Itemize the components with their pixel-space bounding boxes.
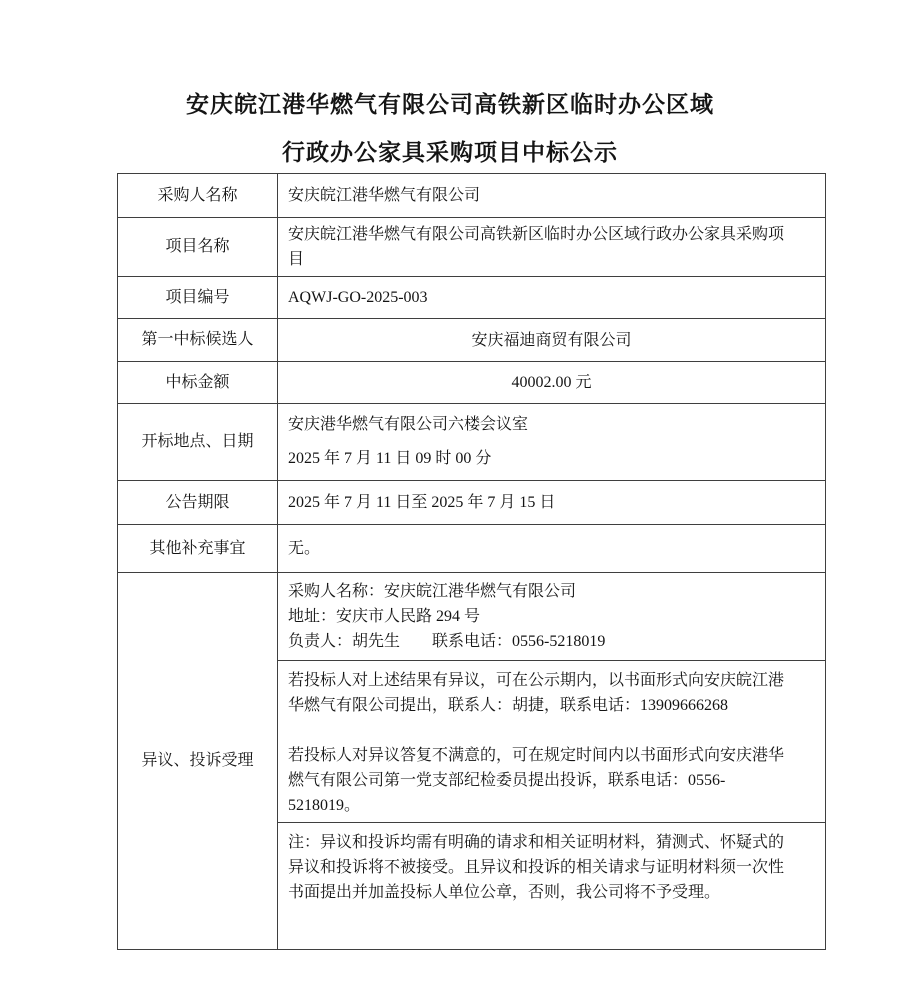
table-row-other-matters <box>118 525 826 573</box>
objection-contact-cell <box>278 573 826 661</box>
row-label-project-number: 项目编号 <box>118 277 278 319</box>
row-value-opening-place-date <box>278 404 826 481</box>
objection-address-line: 地址：安庆市人民路 294 号 <box>288 608 481 625</box>
row-value-bid-amount: 40002.00 元 <box>278 362 826 404</box>
page-title <box>0 81 900 177</box>
objection-person-phone-line: 负责人：胡先生 联系电话：0556-5218019 <box>288 633 606 650</box>
table-row-opening-place-date <box>118 404 826 481</box>
row-label-project-name: 项目名称 <box>118 218 278 277</box>
row-value-project-number: AQWJ-GO-2025-003 <box>278 277 826 319</box>
row-label-objection: 异议、投诉受理 <box>118 573 278 950</box>
page-title-line2: 行政办公家具采购项目中标公示 <box>282 140 618 166</box>
objection-procedure-para1: 若投标人对上述结果有异议，可在公示期内，以书面形式向安庆皖江港华燃气有限公司提出，联系人：胡捷，联系电话：13909666268 <box>288 672 785 714</box>
objection-procedure-cell <box>278 661 826 823</box>
row-label-purchaser: 采购人名称 <box>118 174 278 218</box>
row-value-project-name: 安庆皖江港华燃气有限公司高铁新区临时办公区域行政办公家具采购项目 <box>278 218 826 277</box>
table-row-objection-contact <box>118 573 826 661</box>
table-row-purchaser <box>118 174 826 218</box>
table-row-first-candidate <box>118 319 826 362</box>
notice-table <box>117 173 826 950</box>
row-label-first-candidate: 第一中标候选人 <box>118 319 278 362</box>
row-value-other-matters: 无。 <box>278 525 826 573</box>
row-label-other-matters: 其他补充事宜 <box>118 525 278 573</box>
opening-date-line: 2025 年 7 月 11 日 09 时 00 分 <box>288 450 492 467</box>
objection-note-text: 注：异议和投诉均需有明确的请求和相关证明材料，猜测式、怀疑式的异议和投诉将不被接受。且异议和投诉的相关请求与证明材料须一次性书面提出并加盖投标人单位公章，否则，我公司将不予受理。 <box>288 834 785 901</box>
row-value-purchaser: 安庆皖江港华燃气有限公司 <box>278 174 826 218</box>
table-row-project-number <box>118 277 826 319</box>
row-value-first-candidate: 安庆福迪商贸有限公司 <box>278 319 826 362</box>
page-title-line1: 安庆皖江港华燃气有限公司高铁新区临时办公区域 <box>186 92 714 118</box>
objection-procedure-para2: 若投标人对异议答复不满意的，可在规定时间内以书面形式向安庆港华燃气有限公司第一党支部纪检委员提出投诉，联系电话：0556-5218019。 <box>288 747 785 814</box>
objection-note-cell <box>278 823 826 950</box>
row-label-opening-place-date: 开标地点、日期 <box>118 404 278 481</box>
row-value-notice-period: 2025 年 7 月 11 日至 2025 年 7 月 15 日 <box>278 481 826 525</box>
opening-place-line: 安庆港华燃气有限公司六楼会议室 <box>288 416 529 433</box>
table-row-project-name <box>118 218 826 277</box>
row-label-bid-amount: 中标金额 <box>118 362 278 404</box>
objection-purchaser-line: 采购人名称：安庆皖江港华燃气有限公司 <box>288 583 577 600</box>
table-row-bid-amount <box>118 362 826 404</box>
row-label-notice-period: 公告期限 <box>118 481 278 525</box>
table-row-notice-period <box>118 481 826 525</box>
